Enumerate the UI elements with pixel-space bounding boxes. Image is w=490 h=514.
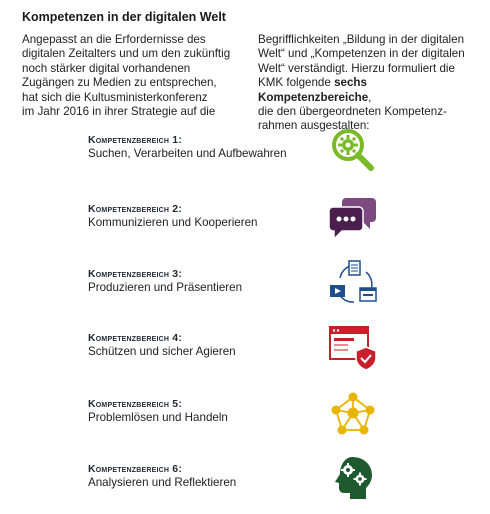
area-title: Kompetenzbereich 1: (88, 134, 183, 146)
competence-area-2 (88, 203, 258, 229)
area-description: Kommunizieren und Kooperieren (88, 216, 258, 229)
area-description: Produzieren und Präsentieren (88, 281, 243, 294)
competence-area-4 (88, 332, 236, 358)
area-title: Kompetenzbereich 2: (88, 203, 183, 215)
media-cycle-icon (328, 260, 378, 306)
intro-text: KMK folgende (258, 76, 335, 90)
intro-line: hat sich die Kultusministerkonferenz (22, 90, 208, 104)
intro-text-right (258, 33, 480, 134)
competence-area-5 (88, 398, 228, 424)
network-nodes-icon (328, 390, 378, 436)
area-description: Schützen und sicher Agieren (88, 345, 236, 358)
intro-line: Welt“ und „Kompetenzen in der digitalen (258, 47, 465, 61)
chat-bubbles-icon (328, 194, 378, 240)
area-description: Problemlösen und Handeln (88, 411, 228, 424)
head-gears-icon (328, 455, 378, 501)
competence-area-3 (88, 268, 242, 294)
area-title: Kompetenzbereich 5: (88, 398, 183, 410)
intro-line: im Jahr 2016 in ihrer Strategie auf die (22, 105, 216, 119)
area-title: Kompetenzbereich 3: (88, 268, 183, 280)
area-description: Analysieren und Reflektieren (88, 476, 237, 489)
intro-text: , (368, 90, 372, 104)
page-title: Kompetenzen in der digitalen Welt (22, 10, 226, 24)
competence-area-6 (88, 463, 236, 489)
intro-line: rahmen ausgestalten: (258, 119, 370, 133)
competence-area-1 (88, 134, 287, 160)
intro-line: Welt“ verständigt. Hierzu formuliert die (258, 61, 455, 75)
intro-line: Zugängen zu Medien zu entsprechen, (22, 76, 217, 90)
intro-emphasis: sechs Kompetenzbereiche (258, 76, 369, 104)
magnifier-gear-icon (328, 126, 378, 172)
intro-text-left (22, 33, 244, 119)
intro-line: die den übergeordneten Kompetenz- (258, 105, 447, 119)
area-description: Suchen, Verarbeiten und Aufbewahren (88, 147, 287, 160)
area-title: Kompetenzbereich 4: (88, 332, 183, 344)
area-title: Kompetenzbereich 6: (88, 463, 183, 475)
intro-line: Begrifflichkeiten „Bildung in der digitalen (258, 33, 465, 46)
intro-line (258, 76, 480, 105)
intro-line: Angepasst an die Erfordernisse des (22, 33, 206, 46)
intro-line: noch stärker digital vorhandenen (22, 61, 191, 75)
intro-line: digitalen Zeitalters und um den zukünftig (22, 47, 231, 61)
browser-shield-icon (328, 325, 378, 371)
